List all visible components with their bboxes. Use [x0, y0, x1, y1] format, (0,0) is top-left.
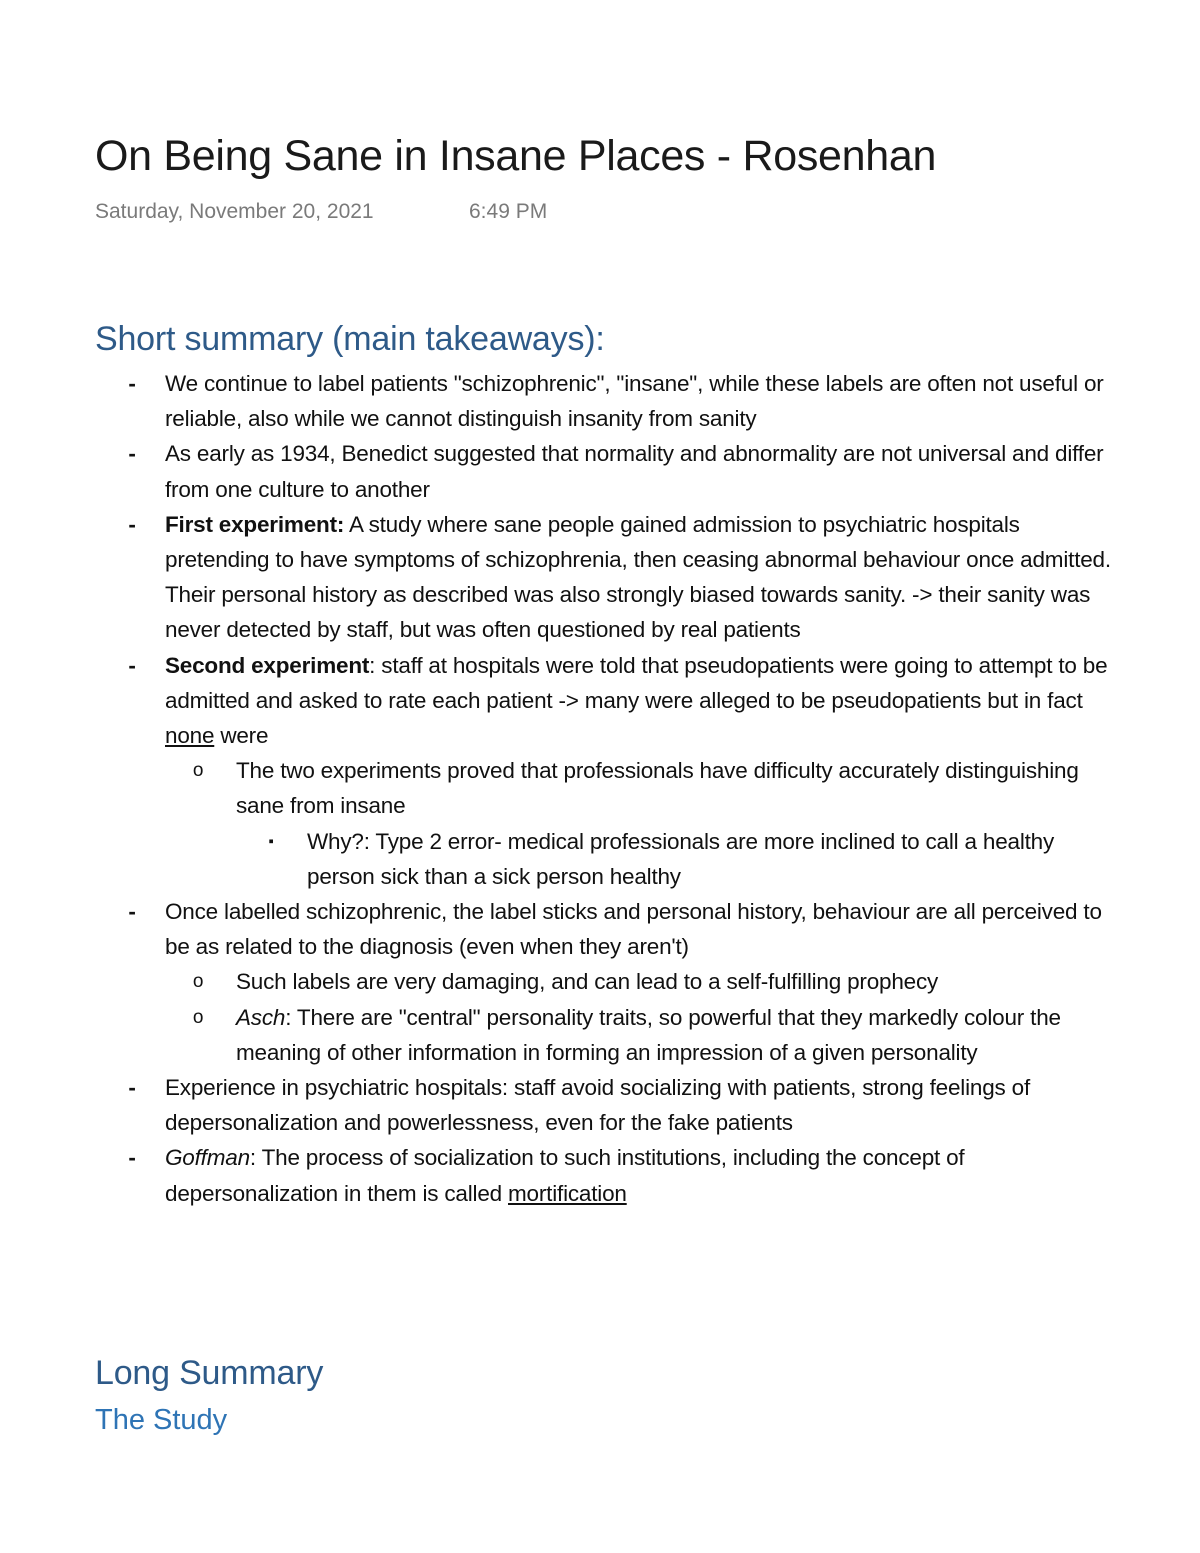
list-item: - Once labelled schizophrenic, the label sticks and personal history, behaviour are all perceived to be as related to the diagnosis (even when they aren't) — [0, 894, 1115, 964]
asch-label: Asch — [236, 1004, 286, 1030]
dash-bullet: - — [128, 441, 136, 467]
square-bullet: ▪ — [268, 832, 274, 850]
summary-list — [0, 366, 1200, 1211]
sub-sub-list-item: ▪ Why?: Type 2 error- medical professionals are more inclined to call a healthy person sick than a sick person healthy — [0, 824, 1107, 894]
dash-bullet: - — [128, 652, 136, 678]
circle-bullet: o — [192, 971, 204, 993]
first-experiment-label: First experiment: — [165, 511, 345, 537]
long-summary-heading: Long Summary — [95, 1354, 324, 1392]
list-item: - First experiment: A study where sane people gained admission to psychiatric hospitals pretending to have symptoms of schizophrenia, then ceasing abnormal behaviour once admitted. Their personal history as described was also strongly biased towards sanity. -> their sanity was never detected by staff, but was often questioned by real patients — [0, 507, 1115, 648]
list-item: - Goffman: The process of socialization to such institutions, including the concept of depersonalization in them is called mortification — [0, 1140, 1115, 1210]
underlined-mortification: mortification — [508, 1180, 627, 1206]
sub-list-item: o Asch: There are "central" personality traits, so powerful that they markedly colour the meaning of other information in forming an impression of a given personality — [0, 1000, 1106, 1070]
second-experiment-label: Second experiment — [165, 652, 370, 678]
page-title: On Being Sane in Insane Places - Rosenhan — [95, 132, 937, 180]
circle-bullet: o — [192, 760, 204, 782]
study-heading: The Study — [95, 1404, 228, 1436]
list-item: - We continue to label patients "schizophrenic", "insane", while these labels are often not useful or reliable, also while we cannot distinguish insanity from sanity — [0, 366, 1115, 436]
dash-bullet: - — [128, 1075, 136, 1101]
sub-list-item: o Such labels are very damaging, and can lead to a self-fulfilling prophecy — [0, 964, 1106, 999]
dash-bullet: - — [128, 899, 136, 925]
page-date: Saturday, November 20, 2021 — [95, 200, 374, 223]
underlined-none: none — [165, 723, 215, 749]
list-item: - As early as 1934, Benedict suggested that normality and abnormality are not universal and differ from one culture to another — [0, 436, 1115, 506]
page-meta — [95, 200, 548, 224]
circle-bullet: o — [192, 1006, 204, 1028]
sub-list-item: o The two experiments proved that professionals have difficulty accurately distinguishing sane from insane — [0, 753, 1106, 823]
dash-bullet: - — [128, 511, 136, 537]
page-time: 6:49 PM — [469, 200, 548, 223]
short-summary-heading: Short summary (main takeaways): — [95, 320, 605, 358]
dash-bullet: - — [128, 1145, 136, 1171]
dash-bullet: - — [128, 371, 136, 396]
goffman-label: Goffman — [165, 1145, 250, 1171]
list-item: - Experience in psychiatric hospitals: staff avoid socializing with patients, strong feelings of depersonalization and powerlessness, even for the fake patients — [0, 1070, 1115, 1140]
list-item: - Second experiment: staff at hospitals were told that pseudopatients were going to attempt to be admitted and asked to rate each patient -> many were alleged to be pseudopatients but in fact none were — [0, 648, 1115, 754]
